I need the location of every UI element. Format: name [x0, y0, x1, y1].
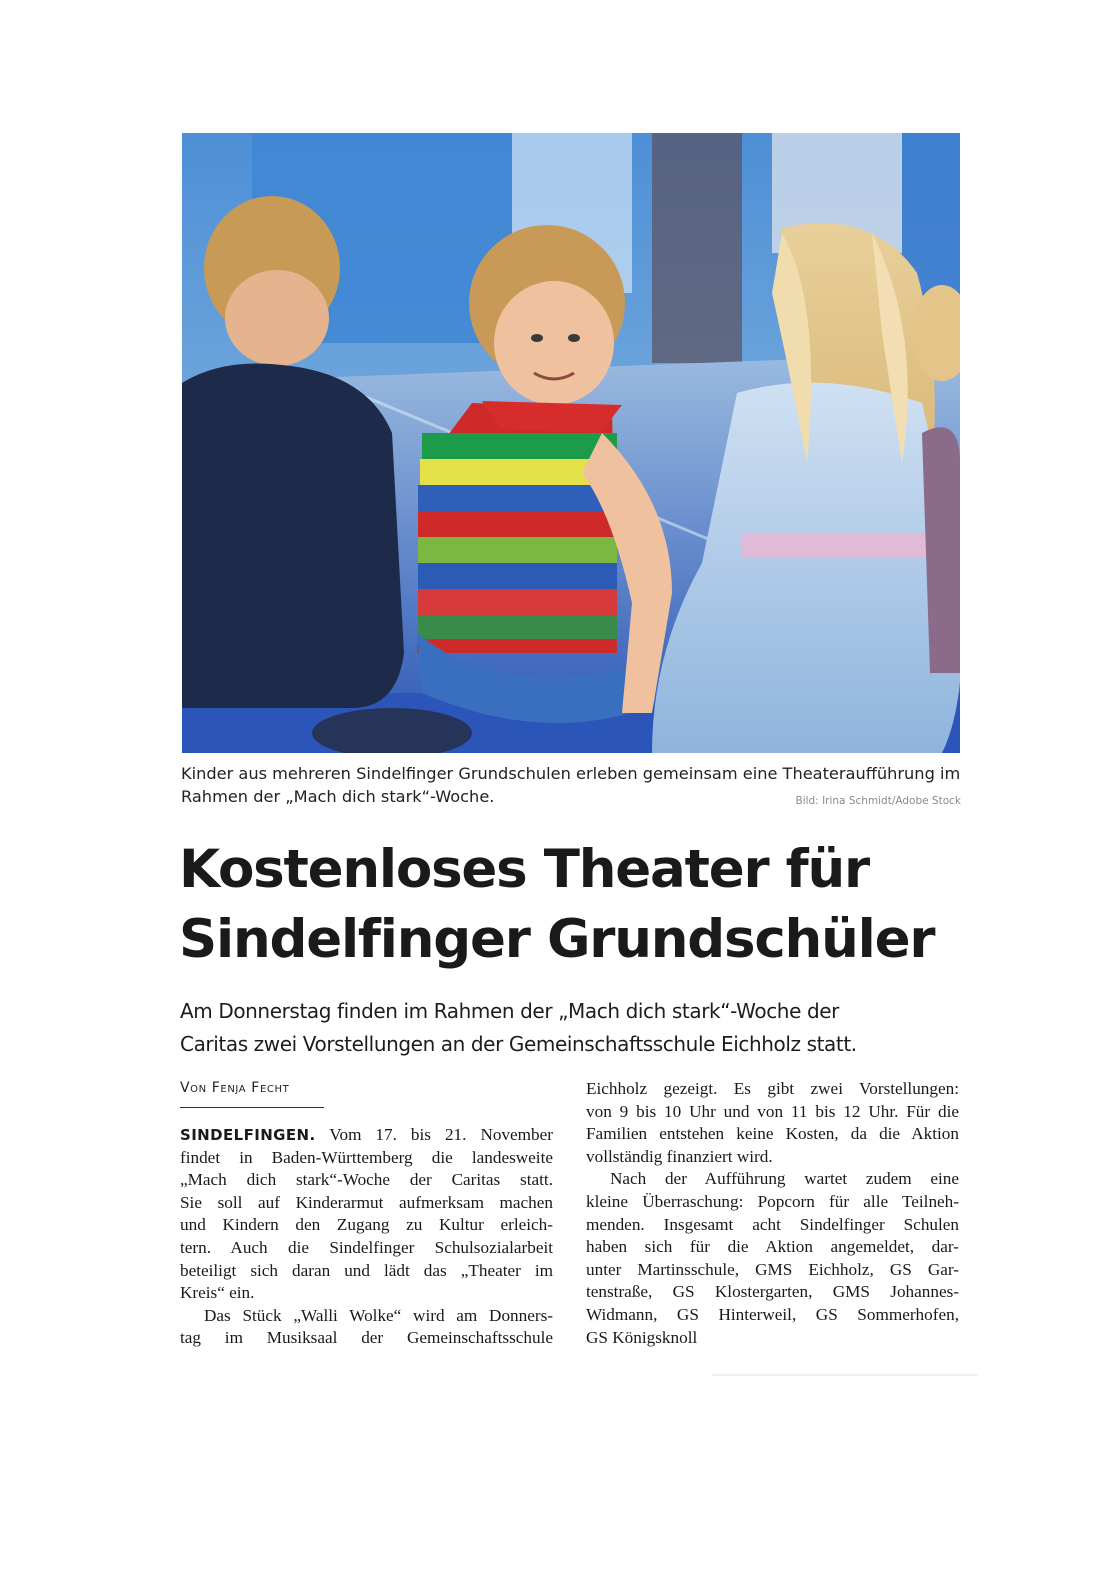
- body-line: und Kindern den Zugang zu Kultur erleich-: [180, 1215, 553, 1235]
- body-line: Kreis“ ein.: [180, 1283, 255, 1303]
- body-line: Eichholz gezeigt. Es gibt zwei Vorstellungen:: [586, 1079, 959, 1098]
- photo-credit: Bild: Irina Schmidt/Adobe Stock: [795, 795, 961, 807]
- subheadline-line: Caritas zwei Vorstellungen an der Gemeinschaftsschule Eichholz statt.: [180, 1032, 857, 1056]
- subheadline-line: Am Donnerstag finden im Rahmen der „Mach dich stark“-Woche der: [180, 999, 839, 1023]
- body-line: Widmann, GS Hinterweil, GS Sommerhofen,: [586, 1304, 959, 1324]
- body-line: von 9 bis 10 Uhr und von 11 bis 12 Uhr. Für die: [586, 1101, 959, 1121]
- byline: Von Fenja Fecht: [180, 1080, 290, 1096]
- headline-line: Sindelfinger Grundschüler: [179, 909, 935, 970]
- headline: [179, 835, 979, 975]
- body-line: kleine Überraschung: Popcorn für alle Teilneh-: [586, 1191, 959, 1211]
- byline-divider: [180, 1107, 324, 1108]
- photo-children-illustration: [182, 133, 960, 753]
- caption-line: Rahmen der „Mach dich stark“-Woche.: [181, 787, 495, 806]
- photo-caption: [181, 762, 961, 808]
- body-line: „Mach dich stark“-Woche der Caritas statt.: [180, 1170, 553, 1190]
- body-line: findet in Baden-Württemberg die landesweite: [180, 1147, 553, 1167]
- body-line: haben sich für die Aktion angemeldet, dar-: [586, 1237, 959, 1257]
- body-column-right: [586, 1078, 959, 1349]
- body-line: menden. Insgesamt acht Sindelfinger Schulen: [586, 1214, 959, 1234]
- body-line: Das Stück „Walli Wolke“ wird am Donners-: [204, 1305, 553, 1325]
- body-line: tenstraße, GS Klostergarten, GMS Johannes-: [586, 1282, 959, 1302]
- body-column-left: [180, 1124, 553, 1350]
- body-line: vollständig finanziert wird.: [586, 1146, 773, 1166]
- subheadline: [180, 995, 980, 1061]
- body-line: Sie soll auf Kinderarmut aufmerksam machen: [180, 1192, 553, 1212]
- body-line: tern. Auch die Sindelfinger Schulsozialarbeit: [180, 1237, 553, 1257]
- caption-line: Kinder aus mehreren Sindelfinger Grundschulen erleben gemeinsam eine Theateraufführung im: [181, 764, 961, 783]
- footer-divider: [712, 1374, 978, 1376]
- body-line: Familien entstehen keine Kosten, da die Aktion: [586, 1124, 959, 1144]
- article-photo: [182, 133, 960, 753]
- body-line: SINDELFINGEN. Vom 17. bis 21. November: [180, 1125, 553, 1144]
- headline-line: Kostenloses Theater für: [179, 839, 869, 900]
- dateline: SINDELFINGEN.: [180, 1126, 316, 1144]
- body-line: unter Martinsschule, GMS Eichholz, GS Gar-: [586, 1259, 959, 1279]
- body-line: tag im Musiksaal der Gemeinschaftsschule: [180, 1328, 553, 1348]
- body-line: beteiligt sich daran und lädt das „Theater im: [180, 1260, 553, 1280]
- body-line: GS Königsknoll: [586, 1327, 698, 1347]
- body-line: Nach der Aufführung wartet zudem eine: [610, 1169, 959, 1189]
